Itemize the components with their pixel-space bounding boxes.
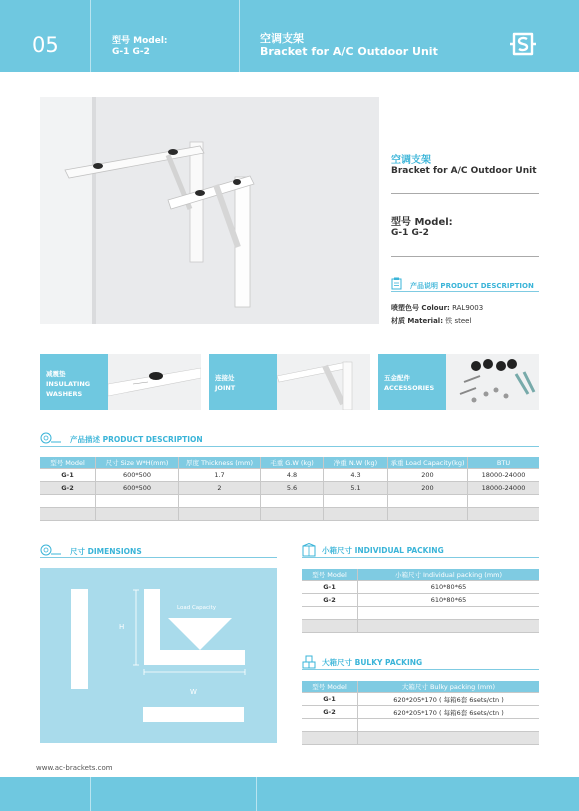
header-title-cn: 空调支架 (260, 32, 304, 45)
material-value: 铁 steel (445, 317, 472, 325)
brand-logo-icon (508, 30, 538, 58)
col-load: 承重 Load Capacity(kg) (388, 457, 468, 469)
width-label: W (190, 688, 197, 696)
table-row-empty (302, 732, 539, 745)
product-table (40, 457, 539, 521)
website-link[interactable]: www.ac-brackets.com (36, 764, 113, 772)
table-header-row (302, 681, 539, 693)
thumbnail-label-en2: WASHERS (46, 390, 83, 398)
box-icon (302, 543, 316, 557)
height-label: H (119, 623, 125, 631)
section-line (302, 669, 539, 670)
model-box (91, 0, 240, 72)
accessories-photo (446, 354, 539, 410)
washers-photo (108, 354, 201, 410)
colour-row (391, 303, 483, 313)
product-photo (40, 97, 379, 324)
thumbnail-washers (40, 354, 201, 410)
material-row (391, 316, 471, 326)
thumbnail-accessories (378, 354, 539, 410)
boxes-icon (302, 655, 316, 669)
info-model-value: G-1 G-2 (391, 228, 429, 238)
joint-photo (277, 354, 370, 410)
cell: 200 (388, 469, 468, 482)
table-header-row (40, 457, 539, 469)
cell: 5.1 (324, 482, 388, 495)
col-model: 型号 Model (302, 569, 358, 581)
table-row-empty (302, 607, 539, 620)
info-title-en: Bracket for A/C Outdoor Unit (391, 166, 537, 176)
bracket-diagram (40, 568, 277, 743)
col-gw: 毛重 G.W (kg) (261, 457, 324, 469)
colour-label: 喷塑色号 Colour: (391, 304, 450, 312)
thumbnail-label-cn: 减震垫 (46, 370, 66, 378)
individual-packing-table (302, 569, 539, 633)
model-values: G-1 G-2 (112, 47, 150, 57)
load-capacity-label: Load Capacity (177, 605, 216, 611)
tape-measure-icon (40, 432, 62, 444)
dimensions-heading: 尺寸 DIMENSIONS (70, 547, 142, 556)
cell: 620*205*170 ( 每箱6套 6sets/ctn ) (358, 693, 540, 706)
cell: 600*500 (96, 469, 179, 482)
col-nw: 净重 N.W (kg) (324, 457, 388, 469)
section-line (40, 446, 539, 447)
cell: 610*80*65 (358, 594, 540, 607)
page-number-box (0, 0, 91, 72)
table-row (302, 693, 539, 706)
col-size: 尺寸 Size W*H(mm) (96, 457, 179, 469)
divider (391, 193, 539, 194)
dimension-diagram (40, 568, 277, 743)
page-header (0, 0, 579, 72)
material-label: 材质 Material: (391, 317, 443, 325)
cell: 600*500 (96, 482, 179, 495)
table-header-row (302, 569, 539, 581)
clipboard-icon (391, 277, 402, 290)
cell: G-2 (40, 482, 96, 495)
cell: 4.3 (324, 469, 388, 482)
thumbnail-label (40, 354, 108, 410)
individual-packing-heading: 小箱尺寸 INDIVIDUAL PACKING (322, 546, 444, 555)
col-thickness: 厚度 Thickness (mm) (179, 457, 261, 469)
col-model: 型号 Model (40, 457, 96, 469)
cell: 620*205*170 ( 每箱6套 6sets/ctn ) (358, 706, 540, 719)
cell: 2 (179, 482, 261, 495)
col-model: 型号 Model (302, 681, 358, 693)
thumbnail-label (209, 354, 277, 410)
table-row (302, 581, 539, 594)
cell: 5.6 (261, 482, 324, 495)
cell: G-1 (40, 469, 96, 482)
model-label: 型号 Model: (112, 36, 168, 46)
table-row-empty (302, 719, 539, 732)
thumbnail-joint (209, 354, 370, 410)
divider (90, 777, 91, 811)
cell: 4.8 (261, 469, 324, 482)
product-desc-heading: 产品说明 PRODUCT DESCRIPTION (410, 282, 534, 290)
cell: 18000-24000 (468, 469, 540, 482)
tape-measure-icon (40, 544, 62, 556)
table-row-empty (40, 508, 539, 521)
thumbnail-label-en: ACCESSORIES (384, 384, 435, 392)
table-row (302, 706, 539, 719)
cell: G-2 (302, 594, 358, 607)
col-packing: 大箱尺寸 Bulky packing (mm) (358, 681, 540, 693)
table-row (302, 594, 539, 607)
divider (256, 777, 257, 811)
cell: 610*80*65 (358, 581, 540, 594)
cell: G-1 (302, 693, 358, 706)
thumbnail-label-cn: 五金配件 (384, 374, 410, 382)
thumbnail-label-en: INSULATING (46, 380, 91, 388)
section-line (40, 557, 277, 558)
info-model-label: 型号 Model: (391, 217, 453, 228)
divider (391, 256, 539, 257)
cell: 200 (388, 482, 468, 495)
colour-value: RAL9003 (452, 304, 484, 312)
thumbnail-label-cn: 连接处 (215, 374, 235, 382)
cell: 1.7 (179, 469, 261, 482)
table-row-empty (302, 620, 539, 633)
col-packing: 小箱尺寸 Individual packing (mm) (358, 569, 540, 581)
thumbnail-label (378, 354, 446, 410)
col-btu: BTU (468, 457, 540, 469)
thumbnail-label-en: JOINT (215, 384, 236, 392)
header-title-en: Bracket for A/C Outdoor Unit (260, 45, 438, 58)
divider (391, 291, 539, 292)
cell: 18000-24000 (468, 482, 540, 495)
footer-bar (0, 777, 579, 811)
bulky-packing-heading: 大箱尺寸 BULKY PACKING (322, 658, 423, 667)
cell: G-2 (302, 706, 358, 719)
product-table-heading: 产品描述 PRODUCT DESCRIPTION (70, 435, 203, 444)
table-row-empty (40, 495, 539, 508)
cell: G-1 (302, 581, 358, 594)
page-number: 05 (32, 33, 59, 57)
section-line (302, 557, 539, 558)
bulky-packing-table (302, 681, 539, 745)
table-row (40, 469, 539, 482)
table-row (40, 482, 539, 495)
info-title-cn: 空调支架 (391, 155, 431, 166)
